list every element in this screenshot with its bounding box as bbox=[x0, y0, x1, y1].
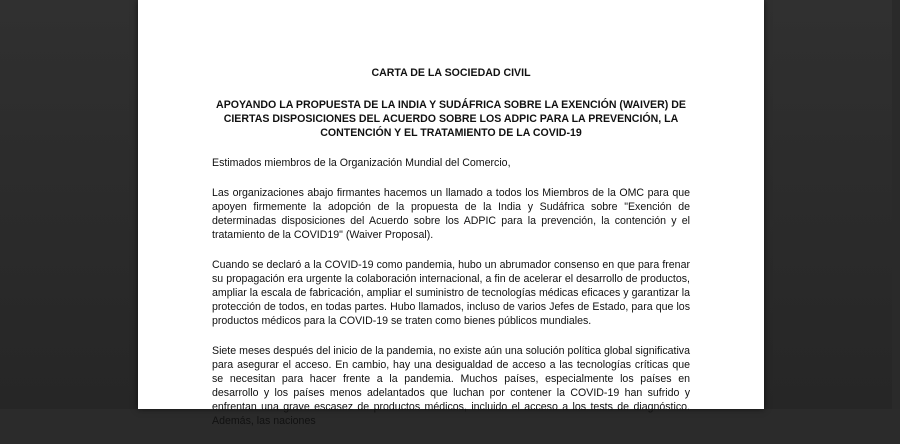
paragraph-1: Las organizaciones abajo firmantes hacemos un llamado a todos los Miembros de la OMC para que apoyen firmemente la adopción de la propuesta de la India y Sudáfrica sobre "Exención de determinadas disposiciones del Acuerdo sobre los ADPIC para la prevención, la contención y el tratamiento de la COVID19" (Waiver Proposal). bbox=[212, 187, 690, 241]
salutation: Estimados miembros de la Organización Mundial del Comercio, bbox=[212, 157, 511, 169]
paragraph-2: Cuando se declaró a la COVID-19 como pandemia, hubo un abrumador consenso en que para frenar su propagación era urgente la colaboración internacional, a fin de acelerar el desarrollo de productos, ampliar la escala de fabricación, ampliar el suministro de tecnologías médicas eficaces y garantizar la protección de todos, en todas partes. Hubo llamados, incluso de varios Jefes de Estado, para que los productos médicos para la COVID-19 se traten como bienes públicos mundiales. bbox=[212, 259, 690, 327]
scrollbar[interactable] bbox=[892, 0, 900, 409]
document-page bbox=[138, 0, 764, 427]
page-content bbox=[212, 66, 690, 444]
letter-subtitle: APOYANDO LA PROPUESTA DE LA INDIA Y SUDÁFRICA SOBRE LA EXENCIÓN (WAIVER) DE CIERTAS DISPOSICIONES DEL ACUERDO SOBRE LOS ADPIC PARA LA PREVENCIÓN, LA CONTENCIÓN Y EL TRATAMIENTO DE LA COVID-19 bbox=[216, 99, 686, 139]
paragraph-3: Siete meses después del inicio de la pandemia, no existe aún una solución política global significativa para asegurar el acceso. En cambio, hay una desigualdad de acceso a las tecnologías críticas que se necesitan para hacer frente a la pandemia. Muchos países, especialmente los países en desarrollo y los países menos adelantados que luchan por contener la COVID-19 han sufrido y enfrentan una grave escasez de productos médicos, incluido el acceso a los tests de diagnóstico. Además, las naciones bbox=[212, 345, 690, 427]
letter-title: CARTA DE LA SOCIEDAD CIVIL bbox=[371, 67, 531, 79]
